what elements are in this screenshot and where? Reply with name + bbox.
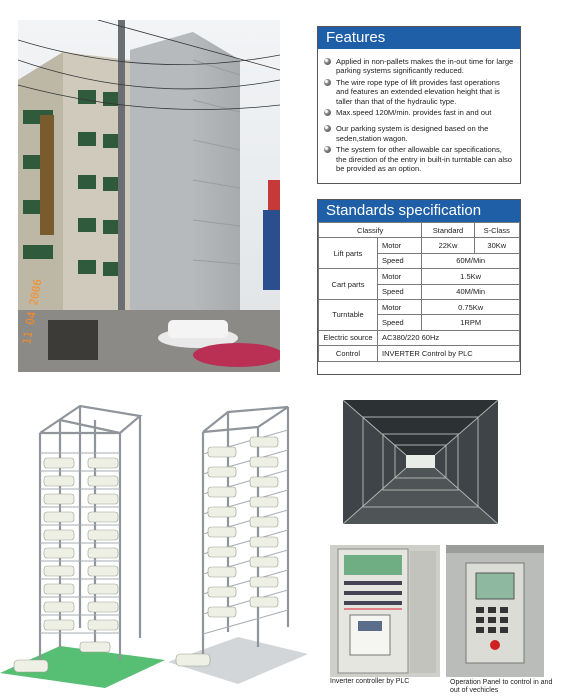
- table-row: [319, 223, 520, 238]
- table-row: [319, 238, 520, 253]
- electric-value: AC380/220 60Hz: [378, 330, 520, 345]
- features-title: Features: [318, 27, 520, 49]
- cart-motor-label: Motor: [378, 269, 422, 284]
- cart-motor-value: 1.5Kw: [422, 269, 520, 284]
- cart-label: Cart parts: [319, 269, 378, 300]
- bullet-icon: [324, 125, 331, 132]
- parking-tower-left-image: [0, 398, 165, 688]
- feature-item: The wire rope type of lift provides fast operations and features an extended elevation height that is taller than that of the hydraulic type.: [324, 78, 514, 106]
- bullet-icon: [324, 58, 331, 65]
- features-list: [318, 49, 520, 173]
- bullet-icon: [324, 109, 331, 116]
- features-panel: [317, 26, 521, 184]
- parking-tower-drawing-right: [158, 392, 308, 688]
- spec-title: Standards specification: [318, 200, 520, 222]
- table-row: [319, 269, 520, 284]
- lift-motor-standard: 22Kw: [422, 238, 474, 253]
- control-label: Control: [319, 346, 378, 361]
- inverter-photo-image: [330, 545, 440, 677]
- feature-item: Max.speed 120M/min. provides fast in and out: [324, 108, 514, 117]
- date-stamp: 11 04 2006: [20, 278, 45, 346]
- inverter-caption: Inverter controller by PLC: [330, 678, 410, 685]
- tunnel-photo-image: [343, 400, 498, 524]
- feature-item: Our parking system is designed based on the seden,station wagon.: [324, 124, 514, 143]
- header-sclass: S-Class: [474, 223, 519, 238]
- header-standard: Standard: [422, 223, 474, 238]
- table-row: [319, 299, 520, 314]
- spec-panel: [317, 199, 521, 375]
- operation-panel-caption: Operation Panel to control in and out of vechicles: [450, 679, 553, 694]
- inverter-photo: [330, 545, 440, 677]
- header-classify: Classify: [319, 223, 422, 238]
- lift-speed-label: Speed: [378, 253, 422, 268]
- lift-speed-value: 60M/Min: [422, 253, 520, 268]
- bullet-icon: [324, 79, 331, 86]
- electric-label: Electric source: [319, 330, 378, 345]
- control-value: INVERTER Control by PLC: [378, 346, 520, 361]
- table-row: [319, 330, 520, 345]
- operation-panel-photo-image: [446, 545, 544, 677]
- cart-speed-label: Speed: [378, 284, 422, 299]
- parking-tower-right-image: [158, 392, 308, 688]
- feature-item: The system for other allowable car specifications, the direction of the entry in built-in turntable can also be provided as an option.: [324, 145, 514, 173]
- tunnel-photo: [343, 400, 498, 524]
- turntable-motor-label: Motor: [378, 299, 422, 314]
- lift-motor-label: Motor: [378, 238, 422, 253]
- lift-motor-sclass: 30Kw: [474, 238, 519, 253]
- cart-speed-value: 40M/Min: [422, 284, 520, 299]
- feature-item: Applied in non-pallets makes the in-out time for large parking systems significantly reduced.: [324, 57, 514, 76]
- turntable-speed-label: Speed: [378, 315, 422, 330]
- turntable-motor-value: 0.75Kw: [422, 299, 520, 314]
- building-photo: [18, 20, 280, 372]
- table-row: [319, 346, 520, 361]
- parking-tower-drawing-left: [0, 398, 165, 688]
- turntable-speed-value: 1RPM: [422, 315, 520, 330]
- turntable-label: Turntable: [319, 299, 378, 330]
- spec-table: [318, 222, 520, 362]
- bullet-icon: [324, 146, 331, 153]
- building-photo-image: [18, 20, 280, 372]
- operation-panel-photo: [446, 545, 544, 677]
- lift-label: Lift parts: [319, 238, 378, 269]
